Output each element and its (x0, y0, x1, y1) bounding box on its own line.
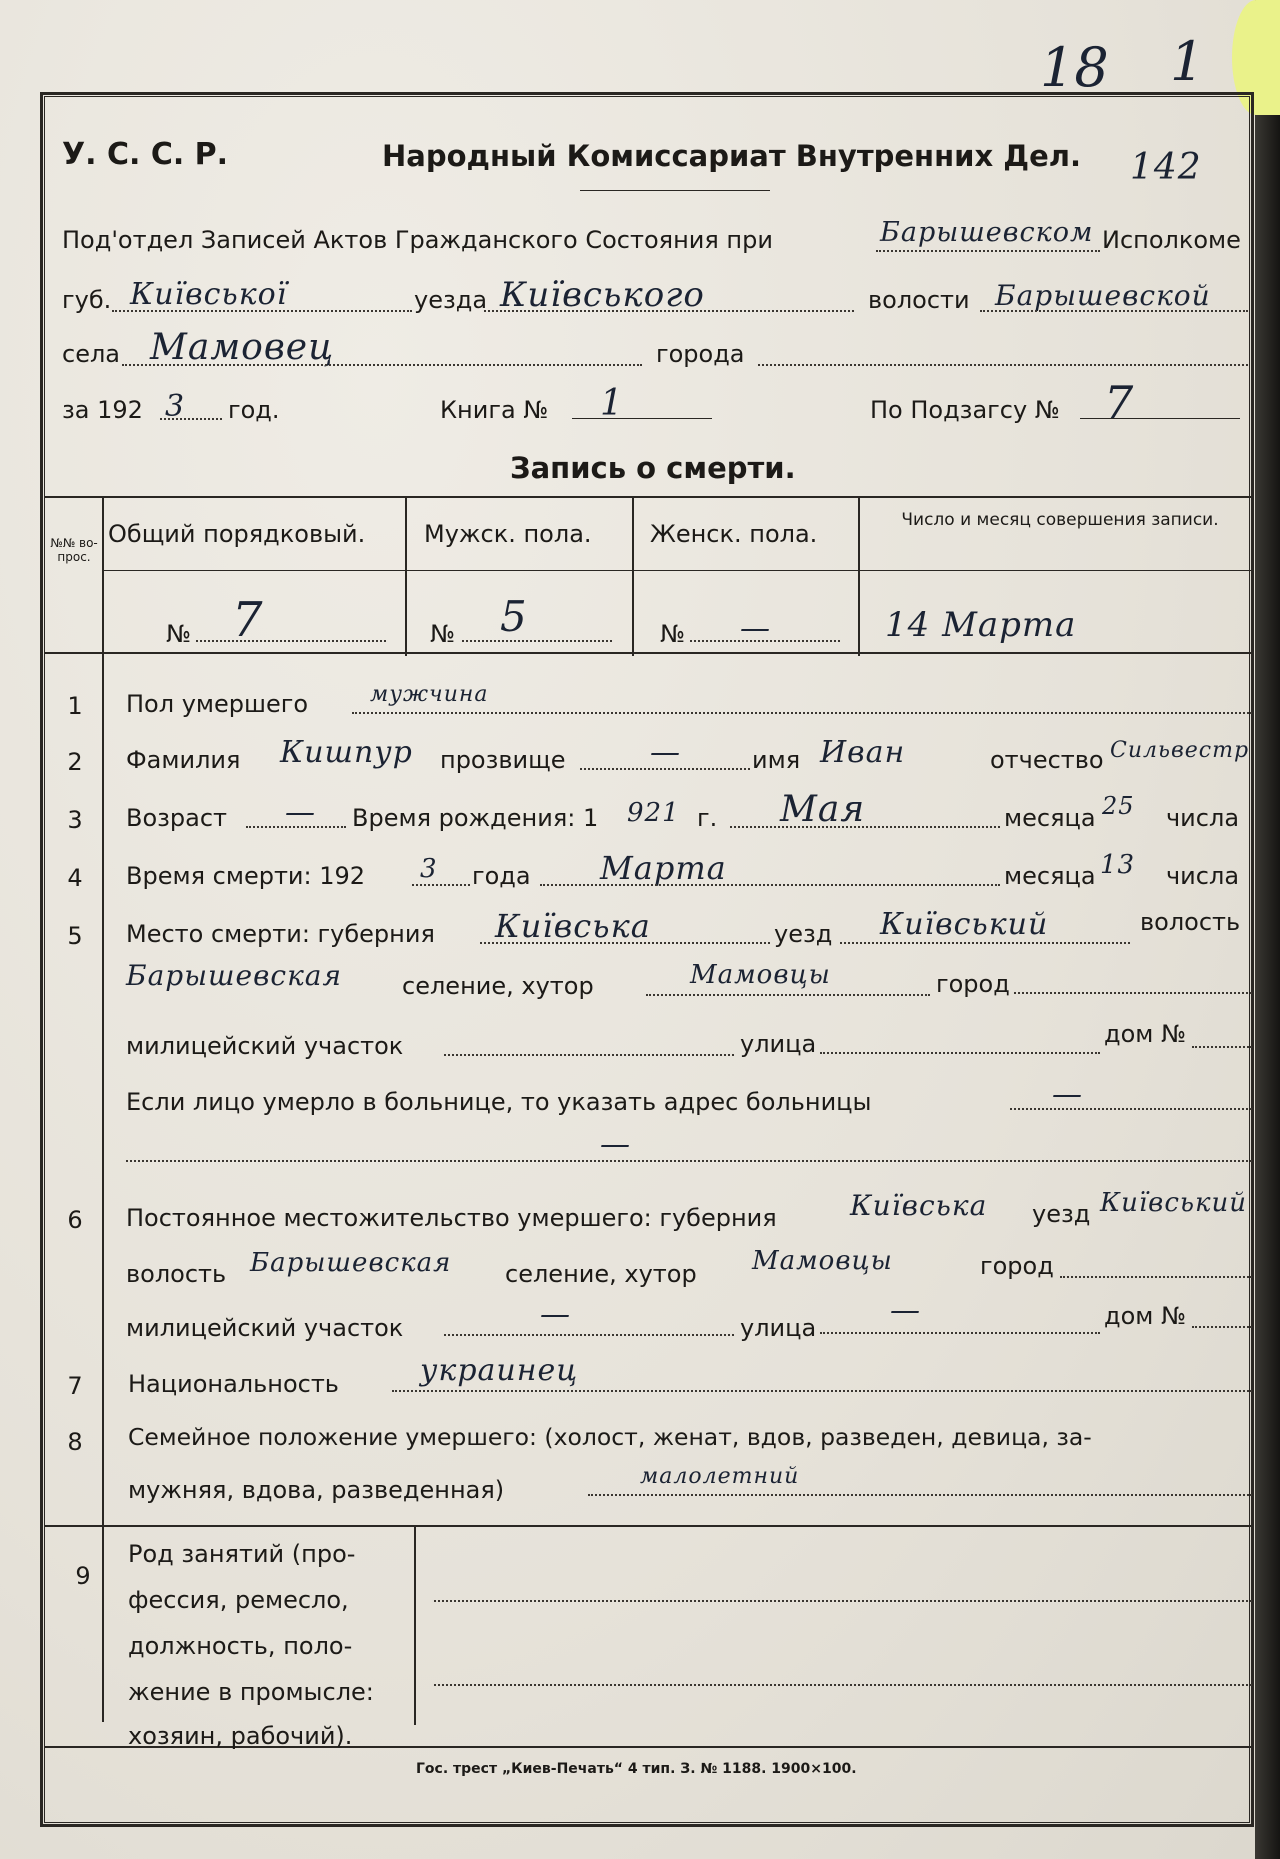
record-title: Запись о смерти. (510, 451, 796, 485)
no-sign: № (166, 620, 191, 648)
table-col-divider (102, 496, 104, 656)
q5-hospital-line (1010, 1108, 1252, 1110)
q9-line4: жение в промысле: (128, 1678, 374, 1706)
q6-militsia-value: — (540, 1297, 571, 1332)
god-label: год. (228, 396, 280, 424)
total-value: 7 (232, 592, 264, 648)
q6-ulica-line (820, 1332, 1100, 1334)
col-total-header: Общий порядковый. (108, 520, 366, 548)
q5-dom-line (1192, 1046, 1252, 1048)
female-value: — (740, 611, 771, 646)
q6-uezd-value: Київський (1100, 1188, 1248, 1218)
q9-number: 9 (75, 1562, 91, 1590)
q4-number: 4 (67, 864, 83, 892)
q5-hospital-label: Если лицо умерло в больнице, то указать адрес больницы (126, 1088, 872, 1116)
q2-familia-value: Кишпур (280, 735, 413, 770)
q8-line2: мужняя, вдова, разведенная) (128, 1476, 505, 1504)
year-value: 3 (165, 389, 186, 424)
q6-dom-label: дом № (1104, 1302, 1186, 1330)
gub-line (112, 310, 412, 312)
q5-gorod-label: город (936, 970, 1010, 998)
table-header-rule (104, 570, 1254, 571)
q8-line (588, 1494, 1252, 1496)
q5-militsia-line (444, 1054, 734, 1056)
table-col-divider (405, 496, 407, 656)
q1-value: мужчина (370, 682, 489, 707)
q5-uezd-value: Київський (880, 907, 1049, 942)
kniga-value: 1 (600, 383, 624, 424)
q3-vozrast-value: — (285, 795, 316, 830)
q8-number: 8 (67, 1428, 83, 1456)
q9-answer-line (434, 1684, 1252, 1686)
q1-line (352, 712, 1252, 714)
selo-label: села (62, 340, 121, 368)
kniga-line (572, 418, 712, 419)
gub-value: Київської (130, 277, 288, 312)
header-underline (580, 190, 770, 191)
table-col-divider (858, 496, 860, 656)
goroda-label: города (656, 340, 745, 368)
volost-value: Барышевской (995, 279, 1211, 312)
subdept-line (876, 250, 1100, 252)
q4-label: Время смерти: 192 (126, 862, 366, 890)
q2-prozvische-value: — (650, 735, 681, 770)
podzag-value: 7 (1104, 376, 1135, 430)
male-line (462, 640, 612, 642)
q3-month-value: Мая (780, 789, 866, 830)
q5-hospital-line2 (126, 1160, 1252, 1162)
q5-ulica-label: улица (740, 1030, 817, 1058)
volost-line (980, 310, 1248, 312)
q5-volost-value: Барышевская (126, 959, 343, 992)
podzag-label: По Подзагсу № (870, 396, 1060, 424)
q9-line1: Род занятий (про- (128, 1540, 356, 1568)
republic-title: У. С. С. Р. (62, 137, 229, 172)
q5-gub-value: Київська (495, 907, 651, 945)
q6-selenie-value: Мамовцы (752, 1246, 893, 1276)
no-sign-female: № (660, 620, 685, 648)
q5-uezd-label: уезд (774, 920, 833, 948)
q5-ulica-line (820, 1052, 1100, 1054)
subdept-value: Барышевском (880, 217, 1094, 248)
q4-month-value: Марта (600, 849, 727, 887)
q1-label: Пол умершего (126, 690, 309, 718)
q2-prozvische-label: прозвище (440, 746, 566, 774)
commissariat-title: Народный Комиссариат Внутренних Дел. (382, 139, 1082, 173)
q3-month-line (730, 826, 1000, 828)
q4-day-value: 13 (1100, 850, 1136, 880)
selo-line (122, 364, 642, 366)
q6-militsia-line (444, 1334, 734, 1336)
q5-selenie-label: селение, хутор (402, 972, 594, 1000)
q3-day-value: 25 (1102, 792, 1135, 820)
q3-year-value: 921 (627, 798, 680, 828)
q6-volost-label: волость (126, 1260, 227, 1288)
male-value: 5 (500, 592, 528, 641)
q2-prozvische-line (580, 768, 750, 770)
q2-familia-label: Фамилия (126, 746, 241, 774)
q9-line5: хозяин, рабочий). (128, 1722, 353, 1750)
table-col-divider (632, 496, 634, 656)
q7-label: Национальность (128, 1370, 339, 1398)
q6-dom-line (1192, 1326, 1252, 1328)
q2-number: 2 (67, 748, 83, 776)
q6-label: Постоянное местожительство умершего: губерния (126, 1204, 777, 1232)
gub-label: губ. (62, 286, 112, 314)
q5-gorod-line (1014, 992, 1252, 994)
q5-militsia-label: милицейский участок (126, 1032, 404, 1060)
q6-gub-value: Київська (850, 1189, 988, 1222)
no-sign-male: № (430, 620, 455, 648)
q5-selenie-line (646, 994, 930, 996)
subdept-suffix: Исполкоме (1102, 226, 1241, 254)
uezd-value: Київського (500, 275, 705, 315)
page-edge (1255, 0, 1280, 1859)
q5-hospital-value2: — (600, 1127, 631, 1162)
q6-ulica-value: — (890, 1293, 921, 1328)
q6-selenie-label: селение, хутор (505, 1260, 697, 1288)
q2-imya-label: имя (752, 746, 801, 774)
q6-number: 6 (67, 1206, 83, 1234)
total-line (196, 640, 386, 642)
q5-uezd-line (840, 942, 1130, 944)
q8-value: малолетний (640, 1464, 800, 1489)
q4-year-line (412, 884, 470, 886)
q7-value: украинец (420, 1353, 579, 1388)
q4-year-value: 3 (420, 854, 438, 884)
q6-volost-value: Барышевская (250, 1248, 452, 1278)
q7-number: 7 (67, 1372, 83, 1400)
uezd-line (484, 310, 854, 312)
volost-label: волости (868, 286, 970, 314)
record-number: 142 (1130, 147, 1202, 188)
q5-dom-label: дом № (1104, 1020, 1186, 1048)
year-line (160, 418, 222, 420)
q6-ulica-label: улица (740, 1314, 817, 1342)
table-bottom-rule (44, 652, 1254, 654)
q5-number: 5 (67, 922, 83, 950)
q9-line3: должность, поло- (128, 1632, 353, 1660)
kniga-label: Книга № (440, 396, 549, 424)
podzag-line (1080, 418, 1240, 419)
q3-number: 3 (67, 806, 83, 834)
q6-gorod-label: город (980, 1252, 1054, 1280)
q3-mesyaca-label: месяца (1004, 804, 1096, 832)
q6-gorod-line (1060, 1276, 1252, 1278)
q4-month-line (540, 884, 1000, 886)
folio-mark: 1 (1170, 30, 1205, 93)
col-female-header: Женск. пола. (650, 520, 818, 548)
q1-number: 1 (67, 692, 83, 720)
q4-goda-label: года (472, 862, 531, 890)
q5-volost-label: волость (1140, 908, 1241, 936)
col-male-header: Мужск. пола. (424, 520, 592, 548)
q6-uezd-label: уезд (1032, 1200, 1091, 1228)
q9-answer-line (434, 1600, 1252, 1602)
q3-vremya-label: Время рождения: 1 (352, 804, 599, 832)
q5-gub-line (480, 942, 770, 944)
q2-otchestvo-label: отчество (990, 746, 1104, 774)
q9-line2: фессия, ремесло, (128, 1586, 349, 1614)
section-9-rule (44, 1525, 1254, 1527)
q4-mesyaca-label: месяца (1004, 862, 1096, 890)
q3-vozrast-label: Возраст (126, 804, 228, 832)
q2-otchestvo-value: Сильвестр (1110, 738, 1250, 763)
year-label: за 192 (62, 396, 143, 424)
q3-g-label: г. (697, 804, 718, 832)
subdept-label: Под'отдел Записей Актов Гражданского Состояния при (62, 226, 773, 254)
q3-chisla-label: числа (1166, 804, 1240, 832)
table-top-rule (44, 496, 1254, 498)
q3-vozrast-line (246, 826, 346, 828)
col-question-header: №№ во-прос. (50, 536, 98, 565)
section-9-divider (414, 1525, 416, 1725)
date-value: 14 Марта (885, 605, 1077, 645)
female-line (690, 640, 840, 642)
q4-chisla-label: числа (1166, 862, 1240, 890)
q5-selenie-value: Мамовцы (690, 960, 831, 990)
goroda-line (758, 364, 1248, 366)
selo-value: Мамовец (150, 327, 335, 368)
q5-label: Место смерти: губерния (126, 920, 435, 948)
q2-imya-value: Иван (820, 735, 906, 770)
col-date-header: Число и месяц совершения записи. (901, 510, 1219, 530)
q8-line1: Семейное положение умершего: (холост, женат, вдов, разведен, девица, за- (128, 1423, 1092, 1451)
folio-number: 18 (1040, 36, 1109, 99)
printer-imprint: Гос. трест „Киев-Печать“ 4 тип. З. № 1188. 1900×100. (416, 1761, 857, 1777)
q7-line (392, 1390, 1252, 1392)
q6-militsia-label: милицейский участок (126, 1314, 404, 1342)
q5-hospital-value: — (1052, 1077, 1083, 1112)
uezd-label: уезда (414, 286, 488, 314)
